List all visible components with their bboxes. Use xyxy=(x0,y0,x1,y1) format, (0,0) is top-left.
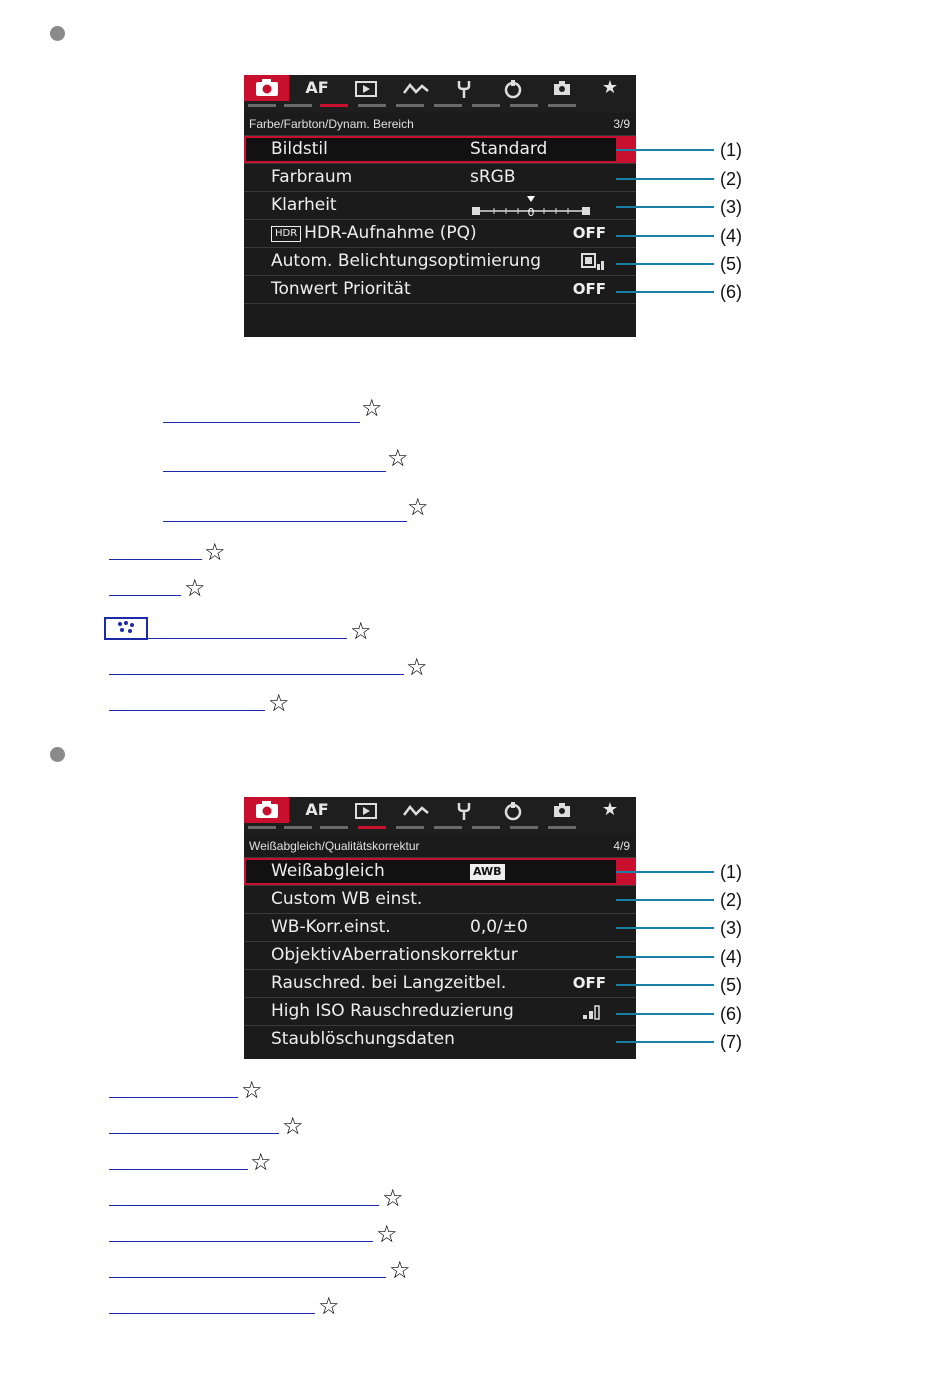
star-icon: ☆ xyxy=(407,493,429,521)
callout-line xyxy=(616,178,714,180)
tab-af[interactable]: AF xyxy=(305,78,329,97)
playback-icon[interactable] xyxy=(354,80,378,98)
tab-shooting[interactable] xyxy=(244,797,289,823)
star-icon: ☆ xyxy=(250,1148,272,1176)
star-icon: ☆ xyxy=(184,574,206,602)
callout-label: (3) xyxy=(720,918,742,938)
link-10[interactable] xyxy=(109,1132,279,1134)
menu-item-weissabgleich[interactable]: Weißabgleich AWB xyxy=(244,857,636,885)
setup-icon[interactable] xyxy=(456,801,472,821)
star-icon: ☆ xyxy=(241,1076,263,1104)
camera-menu-screen-1 xyxy=(244,75,636,337)
callout-line xyxy=(616,927,714,929)
link-12[interactable] xyxy=(109,1204,379,1206)
callout-label: (6) xyxy=(720,1004,742,1024)
callout-label: (1) xyxy=(720,862,742,882)
callout-label: (2) xyxy=(720,890,742,910)
network-icon[interactable] xyxy=(402,802,430,820)
link-5[interactable] xyxy=(109,594,181,596)
callout-line xyxy=(616,235,714,237)
menu-tab-bar xyxy=(244,797,636,823)
menu-item-staubloeschung[interactable]: Staublöschungsdaten xyxy=(244,1025,636,1053)
link-8[interactable] xyxy=(109,709,265,711)
bullet-2 xyxy=(50,747,65,762)
star-icon: ☆ xyxy=(389,1256,411,1284)
link-1[interactable] xyxy=(163,421,360,423)
camera-menu-screen-2 xyxy=(244,797,636,1059)
custom-functions-icon[interactable] xyxy=(502,79,524,99)
page-number: 3/9 xyxy=(613,117,630,131)
bullet-1 xyxy=(50,26,65,41)
callout-label: (5) xyxy=(720,975,742,995)
clarity-scale xyxy=(470,194,592,218)
link-2[interactable] xyxy=(163,470,386,472)
section-name: Weißabgleich/Qualitätskorrektur xyxy=(249,839,420,853)
star-tab-icon[interactable]: ★ xyxy=(601,799,619,820)
menu-item-aberration[interactable]: ObjektivAberrationskorrektur xyxy=(244,941,636,969)
tab-shooting[interactable] xyxy=(244,75,289,101)
callout-line xyxy=(616,871,714,873)
callout-label: (3) xyxy=(720,197,742,217)
custom-functions-icon[interactable] xyxy=(502,801,524,821)
menu-item-wb-korr[interactable]: WB-Korr.einst. 0,0/±0 xyxy=(244,913,636,941)
menu-item-farbraum[interactable]: Farbraum sRGB xyxy=(244,163,636,191)
star-icon: ☆ xyxy=(350,617,372,645)
callout-line xyxy=(616,899,714,901)
star-icon: ☆ xyxy=(282,1112,304,1140)
callout-label: (7) xyxy=(720,1032,742,1052)
callout-line xyxy=(616,149,714,151)
hdr-icon: HDR xyxy=(271,226,301,242)
menu-item-high-iso[interactable]: High ISO Rauschreduzierung xyxy=(244,997,636,1025)
my-menu-camera-icon[interactable] xyxy=(551,79,573,99)
menu-item-custom-wb[interactable]: Custom WB einst. xyxy=(244,885,636,913)
link-13[interactable] xyxy=(109,1240,373,1242)
camera-icon xyxy=(244,75,289,101)
link-9[interactable] xyxy=(109,1096,238,1098)
star-icon: ☆ xyxy=(376,1220,398,1248)
link-7[interactable] xyxy=(109,673,404,675)
star-icon: ☆ xyxy=(361,394,383,422)
star-tab-icon[interactable]: ★ xyxy=(601,77,619,98)
menu-empty-row xyxy=(244,303,636,331)
menu-tab-bar xyxy=(244,75,636,101)
callout-line xyxy=(616,1013,714,1015)
menu-item-bildstil[interactable]: Bildstil Standard xyxy=(244,135,636,163)
setup-icon[interactable] xyxy=(456,79,472,99)
callout-line xyxy=(616,263,714,265)
callout-line xyxy=(616,291,714,293)
link-3[interactable] xyxy=(163,520,407,522)
network-icon[interactable] xyxy=(402,80,430,98)
clarity-value: 0 xyxy=(527,206,535,218)
section-title xyxy=(244,113,636,135)
menu-item-klarheit[interactable]: Klarheit 0 xyxy=(244,191,636,219)
callout-label: (1) xyxy=(720,140,742,160)
menu-page-indicator xyxy=(244,101,636,113)
star-icon: ☆ xyxy=(268,689,290,717)
callout-label: (4) xyxy=(720,226,742,246)
page-number: 4/9 xyxy=(613,839,630,853)
star-icon: ☆ xyxy=(382,1184,404,1212)
callout-label: (4) xyxy=(720,947,742,967)
callout-line xyxy=(616,984,714,986)
callout-label: (6) xyxy=(720,282,742,302)
camera-icon xyxy=(244,797,289,823)
callout-line xyxy=(616,206,714,208)
tab-af[interactable]: AF xyxy=(305,800,329,819)
menu-item-tonwert[interactable]: Tonwert Priorität OFF xyxy=(244,275,636,303)
callout-line xyxy=(616,956,714,958)
callout-line xyxy=(616,1041,714,1043)
link-11[interactable] xyxy=(109,1168,248,1170)
link-15[interactable] xyxy=(109,1312,315,1314)
star-icon: ☆ xyxy=(387,444,409,472)
star-icon: ☆ xyxy=(318,1292,340,1320)
awb-icon: AWB xyxy=(470,864,505,880)
hdr-sparkle-icon xyxy=(111,619,141,636)
menu-page-indicator xyxy=(244,823,636,835)
menu-item-hdr-pq[interactable]: HDR HDR-Aufnahme (PQ) OFF xyxy=(244,219,636,247)
menu-item-rauschred-langzeit[interactable]: Rauschred. bei Langzeitbel. OFF xyxy=(244,969,636,997)
link-14[interactable] xyxy=(109,1276,386,1278)
callout-label: (2) xyxy=(720,169,742,189)
my-menu-camera-icon[interactable] xyxy=(551,801,573,821)
menu-item-alo[interactable]: Autom. Belichtungsoptimierung xyxy=(244,247,636,275)
auto-lighting-icon xyxy=(580,252,606,272)
section-title xyxy=(244,835,636,857)
noise-reduction-level-icon xyxy=(582,1004,602,1020)
link-4[interactable] xyxy=(109,558,202,560)
section-name: Farbe/Farbton/Dynam. Bereich xyxy=(249,117,414,131)
hdr-link-icon[interactable] xyxy=(104,617,148,640)
star-icon: ☆ xyxy=(204,538,226,566)
star-icon: ☆ xyxy=(406,653,428,681)
playback-icon[interactable] xyxy=(354,802,378,820)
link-6[interactable] xyxy=(146,637,347,639)
callout-label: (5) xyxy=(720,254,742,274)
